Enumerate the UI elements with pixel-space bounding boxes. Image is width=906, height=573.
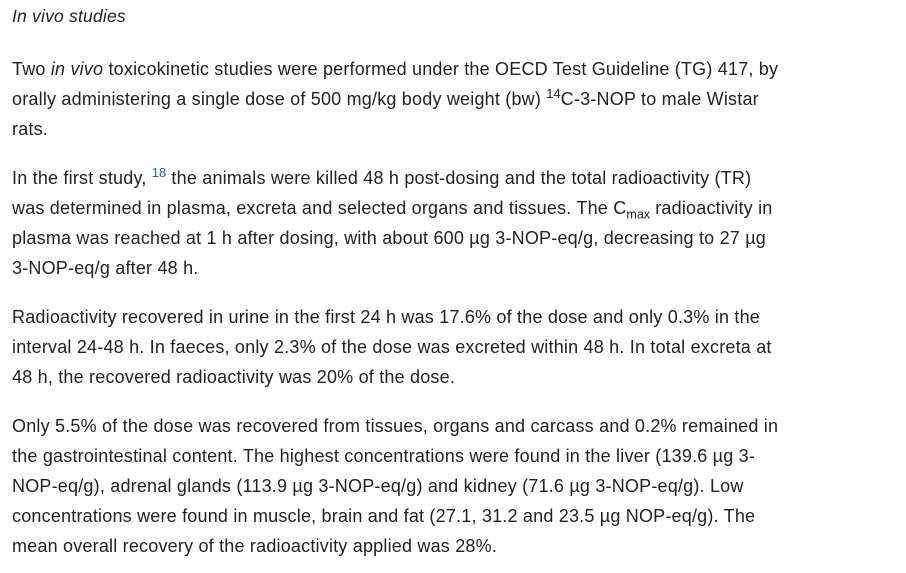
text-segment: NOP-eq/g), adrenal glands (113.9 µg 3-NOP-eq/g) and kidney (71.6 µg 3-NOP-eq/g). Low: [12, 476, 744, 496]
text-segment: Radioactivity recovered in urine in the first 24 h was 17.6% of the dose and only 0.3% in the: [12, 307, 761, 327]
text-segment: was determined in plasma, excreta and selected organs and tissues. The C: [12, 198, 627, 218]
text-segment: C-3-NOP to male Wistar: [560, 89, 759, 109]
section-heading: In vivo studies: [12, 6, 126, 26]
italic-text: in vivo: [50, 59, 104, 79]
paragraph: [12, 302, 896, 392]
text-line: [12, 253, 896, 283]
text-line: [12, 471, 896, 501]
superscript-text: 14: [546, 86, 561, 101]
text-segment: orally administering a single dose of 500 mg/kg body weight (bw): [12, 89, 547, 109]
text-line: [12, 163, 896, 193]
text-line: [12, 223, 896, 253]
text-line: [12, 501, 896, 531]
text-segment: mean overall recovery of the radioactivity applied was 28%.: [12, 536, 498, 556]
text-line: [12, 114, 896, 144]
text-segment: In the first study,: [12, 168, 152, 188]
text-line: [12, 332, 896, 362]
reference-link[interactable]: 18: [151, 165, 167, 180]
text-segment: Only 5.5% of the dose was recovered from tissues, organs and carcass and 0.2% remained in: [12, 416, 779, 436]
text-segment: 48 h, the recovered radioactivity was 20% of the dose.: [12, 367, 456, 387]
text-segment: plasma was reached at 1 h after dosing, with about 600 µg 3-NOP-eq/g, decreasing to 27 µg: [12, 228, 766, 248]
text-segment: interval 24-48 h. In faeces, only 2.3% of the dose was excreted within 48 h. In total excreta at: [12, 337, 772, 357]
text-segment: 3-NOP-eq/g after 48 h.: [12, 258, 199, 278]
reference-superscript: [152, 165, 166, 180]
text-line: [12, 302, 896, 332]
text-segment: the gastrointestinal content. The highest concentrations were found in the liver (139.6 µg 3-: [12, 446, 756, 466]
text-segment: radioactivity in: [650, 198, 773, 218]
text-segment: the animals were killed 48 h post-dosing and the total radioactivity (TR): [166, 168, 752, 188]
paragraph: [12, 54, 896, 144]
text-segment: Two: [12, 59, 51, 79]
text-line: [12, 362, 896, 392]
paragraph: [12, 163, 896, 283]
text-segment: rats.: [12, 119, 49, 139]
text-line: [12, 193, 896, 223]
text-line: [12, 441, 896, 471]
text-segment: toxicokinetic studies were performed under the OECD Test Guideline (TG) 417, by: [103, 59, 779, 79]
text-line: [12, 54, 896, 84]
text-segment: concentrations were found in muscle, brain and fat (27.1, 31.2 and 23.5 µg NOP-eq/g). The: [12, 506, 756, 526]
text-line: [12, 531, 896, 561]
text-line: [12, 411, 896, 441]
paragraph: [12, 411, 896, 561]
subscript-text: max: [626, 207, 651, 222]
text-line: [12, 84, 896, 114]
paragraphs-container: [12, 54, 896, 561]
